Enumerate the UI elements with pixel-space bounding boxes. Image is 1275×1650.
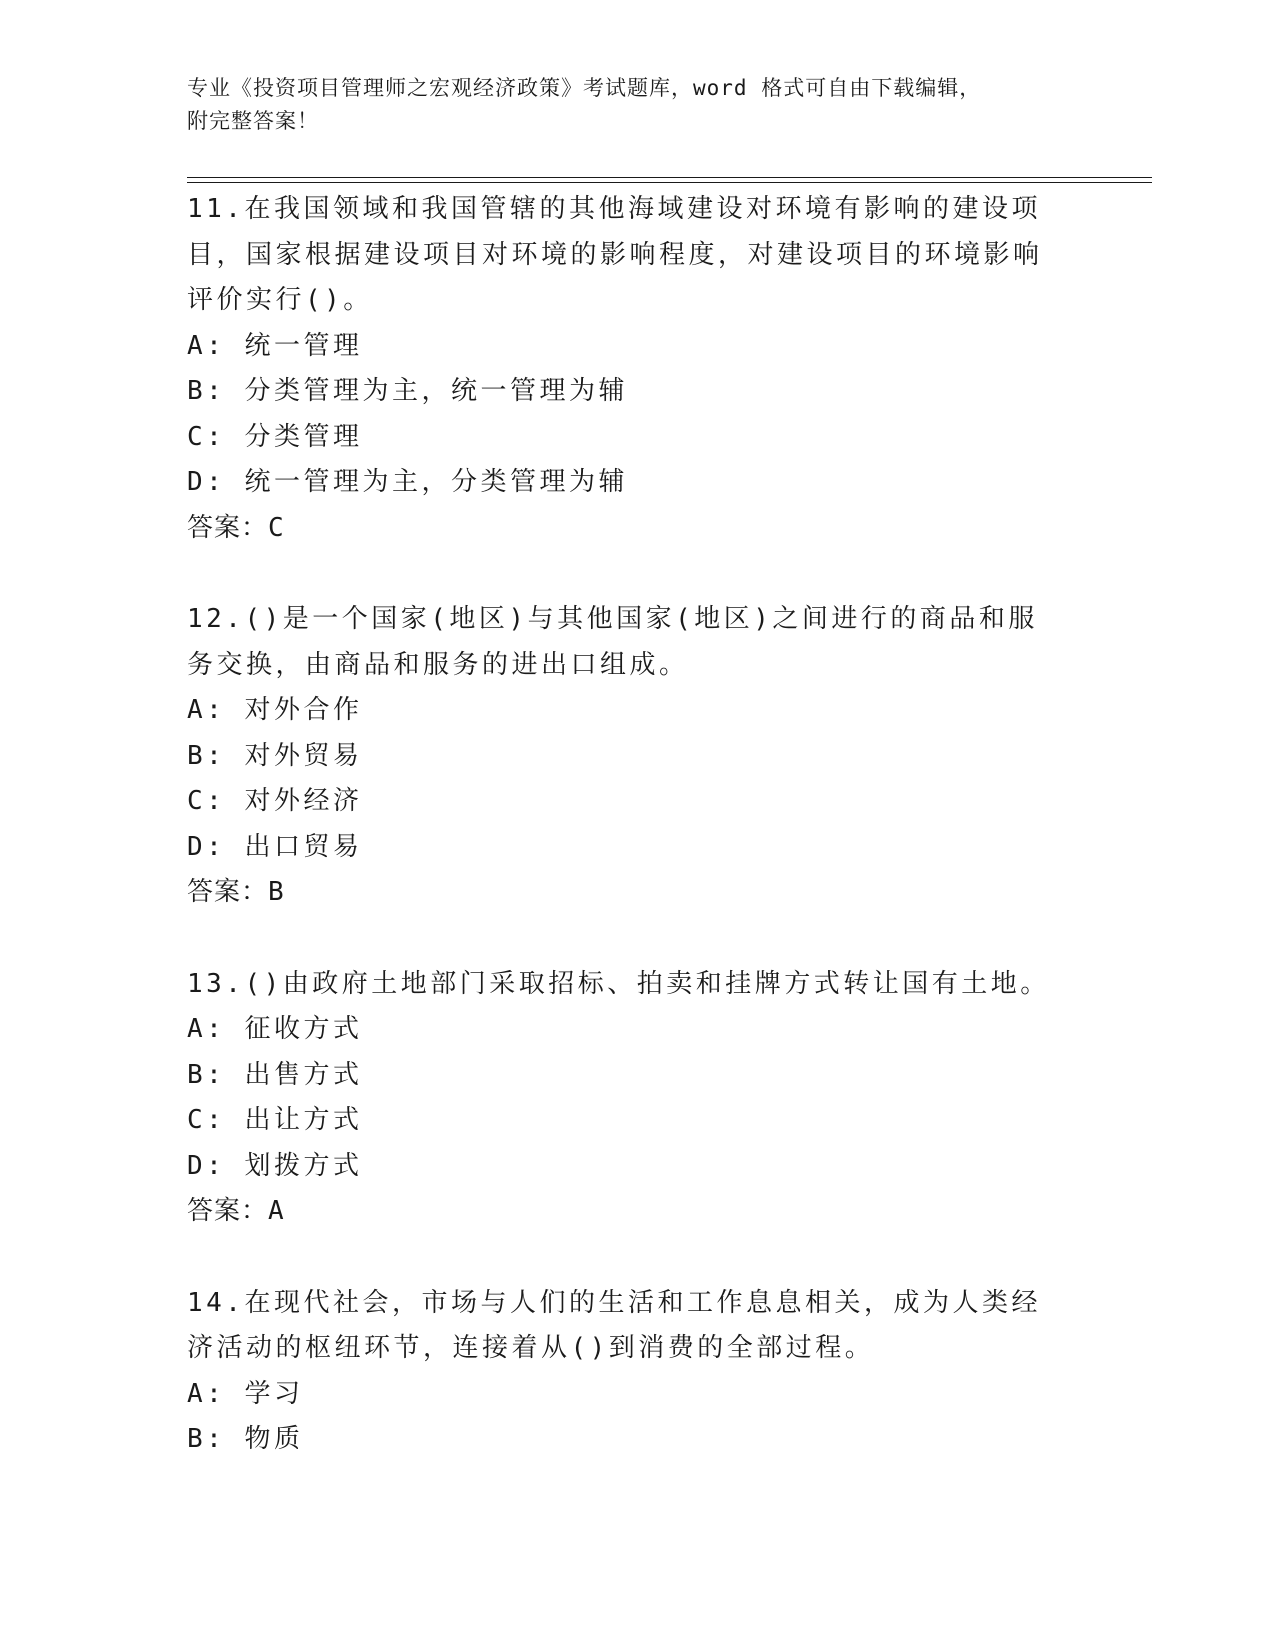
divider-line <box>187 177 1152 178</box>
answer-value: C <box>268 512 285 543</box>
answer-line <box>187 870 1087 916</box>
question-12 <box>187 597 1087 916</box>
option-b: B: 物质 <box>187 1424 304 1454</box>
option-a: A: 统一管理 <box>187 330 363 361</box>
answer-value: B <box>268 877 285 907</box>
question-stem: 11.在我国领域和我国管辖的其他海域建设对环境有影响的建设项目，国家根据建设项目对环境的影响程度，对建设项目的环境影响评价实行()。 <box>187 194 1043 315</box>
option-c: C: 对外经济 <box>187 786 363 816</box>
question-list <box>187 187 1087 1509</box>
document-intro <box>187 72 1087 138</box>
intro-line-1: 专业《投资项目管理师之宏观经济政策》考试题库，word 格式可自由下载编辑， <box>187 76 982 100</box>
answer-label: 答案： <box>187 877 269 907</box>
option-a: A: 对外合作 <box>187 695 363 725</box>
option-b: B: 出售方式 <box>187 1059 363 1090</box>
answer-line <box>187 506 1087 552</box>
answer-line <box>187 1189 1087 1235</box>
option-c: C: 出让方式 <box>187 1105 363 1135</box>
answer-label: 答案： <box>187 512 269 543</box>
question-11 <box>187 187 1087 551</box>
option-a: A: 学习 <box>187 1378 304 1409</box>
option-b: B: 对外贸易 <box>187 740 363 771</box>
intro-line-2: 附完整答案！ <box>187 109 319 133</box>
option-c: C: 分类管理 <box>187 421 363 452</box>
option-b: B: 分类管理为主，统一管理为辅 <box>187 376 628 406</box>
question-stem: 13.()由政府土地部门采取招标、拍卖和挂牌方式转让国有土地。 <box>187 968 1050 999</box>
question-stem: 14.在现代社会，市场与人们的生活和工作息息相关，成为人类经济活动的枢纽环节，连接着从()到消费的全部过程。 <box>187 1287 1041 1363</box>
question-14 <box>187 1281 1087 1463</box>
answer-value: A <box>268 1196 285 1226</box>
option-d: D: 出口贸易 <box>187 831 363 862</box>
option-a: A: 征收方式 <box>187 1014 363 1044</box>
question-13 <box>187 962 1087 1235</box>
option-d: D: 统一管理为主，分类管理为辅 <box>187 467 628 497</box>
question-stem: 12.()是一个国家(地区)与其他国家(地区)之间进行的商品和服务交换，由商品和服务的进出口组成。 <box>187 604 1038 680</box>
divider-line <box>187 182 1152 183</box>
option-d: D: 划拨方式 <box>187 1150 363 1181</box>
answer-label: 答案： <box>187 1196 269 1226</box>
